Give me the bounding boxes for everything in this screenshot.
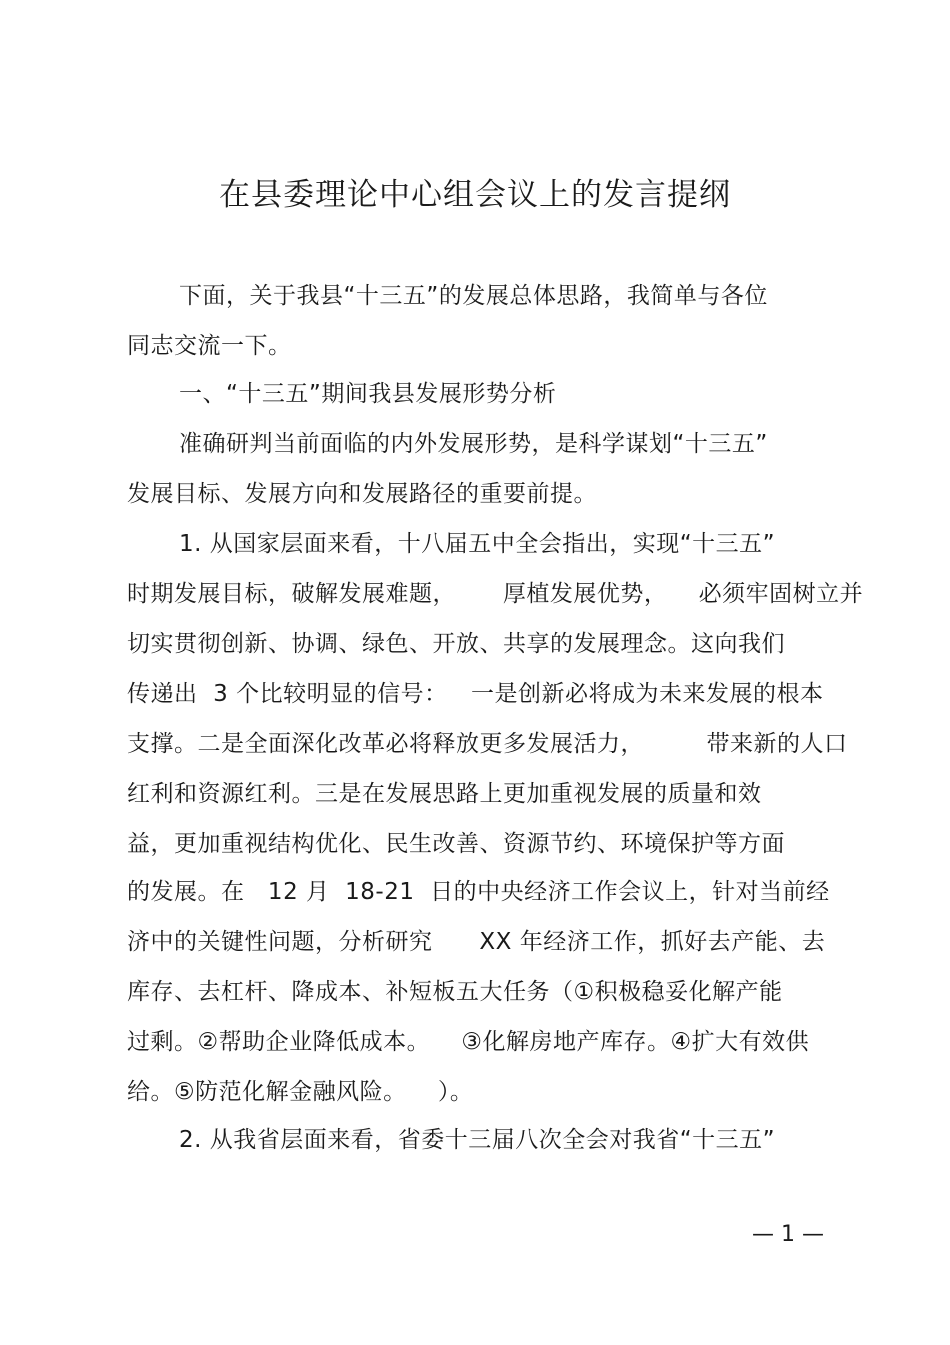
page-number: — 1 —	[752, 1222, 824, 1247]
paragraph-line-11: 红利和资源红利。三是在发展思路上更加重视发展的质量和效	[127, 781, 762, 807]
paragraph-line-1: 下面，关于我县“十三五”的发展总体思路，我简单与各位	[179, 283, 768, 309]
paragraph-line-4: 准确研判当前面临的内外发展形势，是科学谋划“十三五”	[179, 431, 768, 457]
section-heading-1: 一、“十三五”期间我县发展形势分析	[179, 381, 557, 407]
paragraph-line-12: 益，更加重视结构优化、民生改善、资源节约、环境保护等方面	[127, 831, 785, 857]
paragraph-line-17: 给。⑤防范化解金融风险。 ）。	[127, 1079, 474, 1105]
paragraph-line-9: 传递出 3 个比较明显的信号： 一是创新必将成为未来发展的根本	[127, 681, 824, 707]
paragraph-line-14: 济中的关键性问题，分析研究 XX 年经济工作，抓好去产能、去	[127, 929, 826, 955]
paragraph-line-7: 时期发展目标，破解发展难题， 厚植发展优势， 必须牢固树立并	[127, 581, 864, 607]
paragraph-line-2: 同志交流一下。	[127, 333, 292, 359]
paragraph-line-6: 1. 从国家层面来看，十八届五中全会指出，实现“十三五”	[179, 531, 776, 557]
paragraph-line-5: 发展目标、发展方向和发展路径的重要前提。	[127, 481, 597, 507]
document-title: 在县委理论中心组会议上的发言提纲	[219, 177, 731, 213]
paragraph-line-10: 支撑。二是全面深化改革必将释放更多发展活力， 带来新的人口	[127, 731, 848, 757]
paragraph-line-15: 库存、去杠杆、降成本、补短板五大任务（①积极稳妥化解产能	[127, 979, 783, 1005]
paragraph-line-8: 切实贯彻创新、协调、绿色、开放、共享的发展理念。这向我们	[127, 631, 785, 657]
paragraph-line-16: 过剩。②帮助企业降低成本。 ③化解房地产库存。④扩大有效供	[127, 1029, 810, 1055]
paragraph-line-13: 的发展。在 12 月 18-21 日的中央经济工作会议上，针对当前经	[127, 879, 830, 905]
paragraph-line-18: 2. 从我省层面来看，省委十三届八次全会对我省“十三五”	[179, 1127, 776, 1153]
